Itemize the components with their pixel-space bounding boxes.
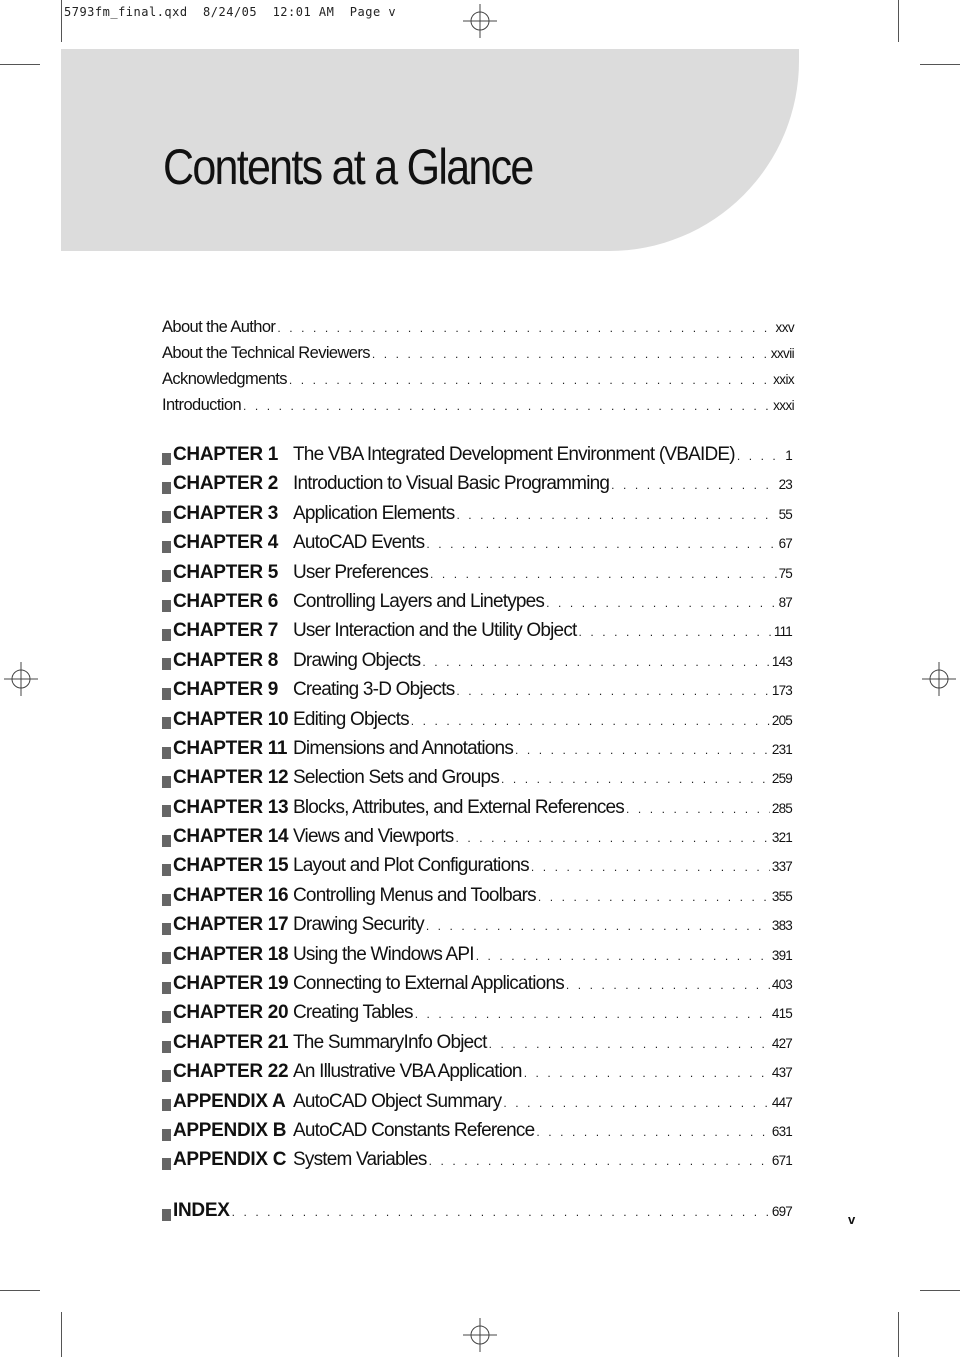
toc-entry-label: About the Technical Reviewers xyxy=(162,344,370,362)
toc-entry-page: xxvii xyxy=(770,346,794,361)
dot-leader xyxy=(456,684,769,698)
toc-chapter-entry[interactable] xyxy=(162,620,792,649)
dot-leader xyxy=(524,1066,770,1080)
toc-chapter-entry[interactable] xyxy=(162,1120,792,1149)
dot-leader xyxy=(277,321,773,335)
chapter-title: Editing Objects xyxy=(293,708,409,730)
toc-chapter-entry[interactable] xyxy=(162,444,792,473)
chapter-page: 391 xyxy=(771,947,792,963)
bullet-square-icon xyxy=(162,805,171,817)
dot-leader xyxy=(430,567,777,581)
chapter-page: 631 xyxy=(771,1123,792,1139)
chapter-page: 427 xyxy=(771,1035,792,1051)
dot-leader xyxy=(626,802,770,816)
dot-leader xyxy=(531,860,770,874)
chapter-page: 321 xyxy=(771,830,792,846)
chapter-number: CHAPTER 20 xyxy=(173,1002,289,1024)
chapter-page: 337 xyxy=(771,859,792,875)
bullet-square-icon xyxy=(162,600,171,612)
chapter-number: CHAPTER 7 xyxy=(173,620,278,642)
front-matter-list xyxy=(162,318,794,422)
page-title: Contents at a Glance xyxy=(163,139,533,195)
dot-leader xyxy=(372,347,769,361)
chapter-title: AutoCAD Constants Reference xyxy=(293,1119,535,1141)
chapter-title: User Preferences xyxy=(293,561,429,583)
chapter-number: CHAPTER 12 xyxy=(173,767,289,789)
bullet-square-icon xyxy=(162,511,171,523)
chapter-list xyxy=(162,444,792,1179)
toc-entry[interactable] xyxy=(162,396,794,422)
dot-leader xyxy=(243,399,771,413)
dot-leader xyxy=(501,772,770,786)
toc-entry-label: About the Author xyxy=(162,318,276,336)
chapter-page: 415 xyxy=(771,1006,792,1022)
bullet-square-icon xyxy=(162,717,171,729)
index-label: INDEX xyxy=(173,1200,230,1221)
toc-chapter-entry[interactable] xyxy=(162,503,792,532)
chapter-page: 437 xyxy=(771,1065,792,1081)
bullet-square-icon xyxy=(162,1070,171,1082)
chapter-number: CHAPTER 4 xyxy=(173,532,278,554)
chapter-title: Views and Viewports xyxy=(293,826,454,848)
toc-chapter-entry[interactable] xyxy=(162,1061,792,1090)
bullet-square-icon xyxy=(162,1158,171,1170)
chapter-page: 231 xyxy=(771,741,792,757)
chapter-page: 285 xyxy=(771,800,792,816)
crop-mark xyxy=(0,1290,40,1291)
chapter-number: APPENDIX C xyxy=(173,1149,287,1171)
registration-mark-icon xyxy=(922,662,956,696)
bullet-square-icon xyxy=(162,747,171,759)
bullet-square-icon xyxy=(162,541,171,553)
chapter-title: Drawing Security xyxy=(293,914,424,936)
crop-mark xyxy=(920,1290,960,1291)
chapter-title: Introduction to Visual Basic Programming xyxy=(293,473,610,495)
toc-chapter-entry[interactable] xyxy=(162,1032,792,1061)
toc-chapter-entry[interactable] xyxy=(162,562,792,591)
bullet-square-icon xyxy=(162,1099,171,1111)
chapter-number: APPENDIX B xyxy=(173,1119,287,1141)
dot-leader xyxy=(579,625,772,639)
toc-chapter-entry[interactable] xyxy=(162,650,792,679)
toc-entry[interactable] xyxy=(162,344,794,370)
toc-chapter-entry[interactable] xyxy=(162,709,792,738)
chapter-title: Application Elements xyxy=(293,502,455,524)
chapter-page: 383 xyxy=(771,918,792,934)
bullet-square-icon xyxy=(162,1041,171,1053)
print-slug: 5793fm_final.qxd 8/24/05 12:01 AM Page v xyxy=(64,5,397,19)
chapter-page: 259 xyxy=(771,771,792,787)
chapter-page: 87 xyxy=(778,594,792,610)
toc-entry-label: Acknowledgments xyxy=(162,370,287,388)
toc-entry[interactable] xyxy=(162,318,794,344)
chapter-number: CHAPTER 18 xyxy=(173,943,289,965)
chapter-page: 143 xyxy=(771,653,792,669)
dot-leader xyxy=(503,1096,770,1110)
chapter-page: 67 xyxy=(778,536,792,552)
registration-mark-icon xyxy=(463,4,497,38)
toc-chapter-entry[interactable] xyxy=(162,679,792,708)
dot-leader xyxy=(536,1125,770,1139)
crop-mark xyxy=(898,0,899,42)
bullet-square-icon xyxy=(162,1011,171,1023)
dot-leader xyxy=(611,478,776,492)
chapter-title: The SummaryInfo Object xyxy=(293,1031,487,1053)
dot-leader xyxy=(289,373,771,387)
crop-mark xyxy=(898,1312,899,1357)
toc-chapter-entry[interactable] xyxy=(162,914,792,943)
dot-leader xyxy=(422,655,769,669)
toc-entry-page: xxix xyxy=(773,372,794,387)
chapter-title: Controlling Layers and Linetypes xyxy=(293,590,545,612)
index-entry[interactable] xyxy=(162,1200,792,1229)
bullet-square-icon xyxy=(162,570,171,582)
chapter-number: CHAPTER 16 xyxy=(173,884,289,906)
chapter-page: 403 xyxy=(771,977,792,993)
chapter-title: Controlling Menus and Toolbars xyxy=(293,884,536,906)
bullet-square-icon xyxy=(162,776,171,788)
chapter-number: CHAPTER 17 xyxy=(173,914,289,936)
chapter-number: CHAPTER 6 xyxy=(173,590,278,612)
chapter-page: 173 xyxy=(771,683,792,699)
chapter-title: Blocks, Attributes, and External References xyxy=(293,796,625,818)
chapter-page: 1 xyxy=(785,448,792,463)
dot-leader xyxy=(426,919,770,933)
toc-chapter-entry[interactable] xyxy=(162,855,792,884)
bullet-square-icon xyxy=(162,688,171,700)
toc-chapter-entry[interactable] xyxy=(162,767,792,796)
chapter-number: CHAPTER 1 xyxy=(173,444,278,465)
toc-chapter-entry[interactable] xyxy=(162,473,792,502)
chapter-title: Creating Tables xyxy=(293,1002,413,1024)
toc-chapter-entry[interactable] xyxy=(162,1002,792,1031)
folio: v xyxy=(848,1212,856,1227)
bullet-square-icon xyxy=(162,453,171,465)
chapter-page: 447 xyxy=(771,1094,792,1110)
chapter-title: Drawing Objects xyxy=(293,649,421,671)
toc-chapter-entry[interactable] xyxy=(162,532,792,561)
chapter-number: CHAPTER 8 xyxy=(173,649,278,671)
chapter-page: 23 xyxy=(778,477,792,493)
chapter-number: CHAPTER 21 xyxy=(173,1031,289,1053)
toc-chapter-entry[interactable] xyxy=(162,944,792,973)
dot-leader xyxy=(429,1154,770,1168)
dot-leader xyxy=(426,537,776,551)
bullet-square-icon xyxy=(162,982,171,994)
chapter-title: User Interaction and the Utility Object xyxy=(293,620,577,642)
chapter-number: CHAPTER 13 xyxy=(173,796,289,818)
toc-chapter-entry[interactable] xyxy=(162,826,792,855)
dot-leader xyxy=(415,1007,770,1021)
toc-entry-page: xxxi xyxy=(773,398,794,413)
dot-leader xyxy=(489,1037,770,1051)
chapter-number: CHAPTER 10 xyxy=(173,708,289,730)
toc-chapter-entry[interactable] xyxy=(162,885,792,914)
chapter-number: CHAPTER 19 xyxy=(173,973,289,995)
crop-mark xyxy=(61,0,62,42)
chapter-title: Creating 3-D Objects xyxy=(293,679,455,701)
chapter-number: CHAPTER 2 xyxy=(173,473,278,495)
toc-chapter-entry[interactable] xyxy=(162,591,792,620)
chapter-title: System Variables xyxy=(293,1149,427,1171)
chapter-title: The VBA Integrated Development Environment (VBAIDE) xyxy=(293,444,735,465)
toc-chapter-entry[interactable] xyxy=(162,1149,792,1178)
dot-leader xyxy=(476,949,770,963)
bullet-square-icon xyxy=(162,864,171,876)
dot-leader xyxy=(566,978,770,992)
chapter-title: Dimensions and Annotations xyxy=(293,737,514,759)
chapter-page: 111 xyxy=(773,624,792,640)
chapter-title: Connecting to External Applications xyxy=(293,973,564,995)
chapter-page: 355 xyxy=(771,888,792,904)
bullet-square-icon xyxy=(162,1129,171,1141)
chapter-number: CHAPTER 5 xyxy=(173,561,278,583)
dot-leader xyxy=(515,743,770,757)
chapter-title: AutoCAD Object Summary xyxy=(293,1090,502,1112)
dot-leader xyxy=(456,508,776,522)
chapter-title: Using the Windows API xyxy=(293,943,474,965)
toc-chapter-entry[interactable] xyxy=(162,797,792,826)
chapter-number: CHAPTER 22 xyxy=(173,1061,289,1083)
chapter-page: 55 xyxy=(778,506,792,522)
bullet-square-icon xyxy=(162,658,171,670)
bullet-square-icon xyxy=(162,482,171,494)
dot-leader xyxy=(737,449,783,463)
dot-leader xyxy=(232,1205,770,1219)
bullet-square-icon xyxy=(162,1209,171,1221)
chapter-number: CHAPTER 3 xyxy=(173,502,278,524)
chapter-title: AutoCAD Events xyxy=(293,532,425,554)
index-page: 697 xyxy=(771,1204,792,1219)
dot-leader xyxy=(411,714,770,728)
toc-chapter-entry[interactable] xyxy=(162,1091,792,1120)
chapter-title: Layout and Plot Configurations xyxy=(293,855,529,877)
toc-entry[interactable] xyxy=(162,370,794,396)
toc-entry-label: Introduction xyxy=(162,396,242,414)
chapter-number: APPENDIX A xyxy=(173,1090,286,1112)
bullet-square-icon xyxy=(162,629,171,641)
toc-chapter-entry[interactable] xyxy=(162,738,792,767)
chapter-title: Selection Sets and Groups xyxy=(293,767,500,789)
chapter-title: An Illustrative VBA Application xyxy=(293,1061,522,1083)
bullet-square-icon xyxy=(162,835,171,847)
dot-leader xyxy=(538,890,770,904)
chapter-page: 671 xyxy=(771,1153,792,1169)
bullet-square-icon xyxy=(162,894,171,906)
chapter-number: CHAPTER 9 xyxy=(173,679,278,701)
registration-mark-icon xyxy=(4,662,38,696)
bullet-square-icon xyxy=(162,952,171,964)
registration-mark-icon xyxy=(463,1318,497,1352)
chapter-page: 205 xyxy=(771,712,792,728)
crop-mark xyxy=(0,64,40,65)
crop-mark xyxy=(61,1312,62,1357)
chapter-number: CHAPTER 15 xyxy=(173,855,289,877)
chapter-number: CHAPTER 14 xyxy=(173,826,289,848)
crop-mark xyxy=(920,64,960,65)
dot-leader xyxy=(546,596,776,610)
bullet-square-icon xyxy=(162,923,171,935)
toc-entry-page: xxv xyxy=(775,320,794,335)
chapter-number: CHAPTER 11 xyxy=(173,737,288,759)
toc-chapter-entry[interactable] xyxy=(162,973,792,1002)
chapter-page: 75 xyxy=(778,565,792,581)
dot-leader xyxy=(455,831,769,845)
